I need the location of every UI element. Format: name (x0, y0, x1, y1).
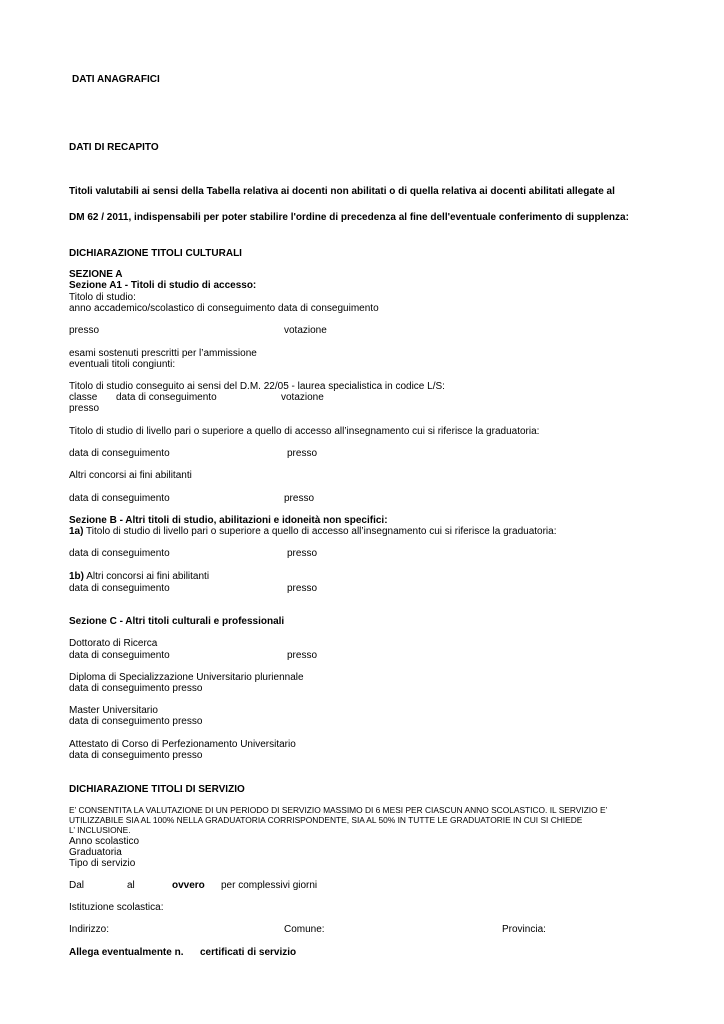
titoli-intro-line2: DM 62 / 2011, indispensabili per poter stabilire l'ordine di precedenza al fine dell'eventuale conferimento di supplenza: (69, 212, 629, 223)
data-conseguimento-label: data di conseguimento (69, 493, 170, 504)
data-presso-label: data di conseguimento presso (69, 750, 203, 761)
eventuali-titoli-label: eventuali titoli congiunti: (69, 359, 176, 370)
presso-label: presso (287, 548, 318, 559)
data-conseguimento-label: data di conseguimento (69, 448, 170, 459)
titoli-intro-line1: Titoli valutabili ai sensi della Tabella relativa ai docenti non abilitati o di quella relativa ai docenti abilitati allegate al (69, 186, 615, 197)
tipo-servizio-label: Tipo di servizio (69, 858, 136, 869)
servizio-heading: DICHIARAZIONE TITOLI DI SERVIZIO (69, 784, 245, 795)
esami-label: esami sostenuti prescritti per l’ammissione (69, 348, 257, 359)
comune-label: Comune: (284, 924, 325, 935)
presso-label: presso (287, 583, 318, 594)
attestato-label: Attestato di Corso di Perfezionamento Universitario (69, 739, 296, 750)
sezione-a1-heading: Sezione A1 - Titoli di studio di accesso: (69, 280, 257, 291)
graduatoria-label: Graduatoria (69, 847, 122, 858)
dottorato-label: Dottorato di Ricerca (69, 638, 158, 649)
data-presso-label: data di conseguimento presso (69, 683, 203, 694)
item-number: 1a) (69, 526, 84, 537)
data-conseguimento-label: data di conseguimento (69, 583, 170, 594)
sezione-a-heading: SEZIONE A (69, 269, 123, 280)
data-conseguimento-label: data di conseguimento (116, 392, 217, 403)
provincia-label: Provincia: (502, 924, 546, 935)
ovvero-label: ovvero (172, 880, 205, 891)
classe-label: classe (69, 392, 98, 403)
indirizzo-label: Indirizzo: (69, 924, 110, 935)
item-number: 1b) (69, 571, 84, 582)
dati-anagrafici-heading: DATI ANAGRAFICI (72, 74, 160, 85)
presso-label: presso (287, 650, 318, 661)
data-conseguimento-label: data di conseguimento (69, 548, 170, 559)
sezione-c-heading: Sezione C - Altri titoli culturali e professionali (69, 616, 285, 627)
dal-label: Dal (69, 880, 85, 891)
servizio-note-line3: L’ INCLUSIONE. (69, 825, 131, 835)
presso-label: presso (69, 403, 100, 414)
istituzione-label: Istituzione scolastica: (69, 902, 164, 913)
allega-label: Allega eventualmente n. (69, 947, 184, 958)
votazione-label: votazione (284, 325, 327, 336)
sezione-b-heading: Sezione B - Altri titoli di studio, abilitazioni e idoneità non specifici: (69, 515, 388, 526)
item-text: Titolo di studio di livello pari o superiore a quello di accesso all’insegnamento cui si riferisce la graduatoria: (83, 526, 557, 537)
al-label: al (127, 880, 135, 891)
certificati-label: certificati di servizio (200, 947, 297, 958)
data-presso-label: data di conseguimento presso (69, 716, 203, 727)
master-label: Master Universitario (69, 705, 158, 716)
altri-concorsi-label: Altri concorsi ai fini abilitanti (69, 470, 192, 481)
servizio-note-line2: UTILIZZABILE SIA AL 100% NELLA GRADUATORIA CORRISPONDENTE, SIA AL 50% IN TUTTE LE GRADUATORIE IN CUI SI CHIEDE (69, 815, 583, 825)
anno-accademico-label: anno accademico/scolastico di conseguimento data di conseguimento (69, 303, 379, 314)
sezione-b-1b (69, 571, 209, 583)
sezione-b-1a (69, 526, 556, 538)
titolo-livello-label: Titolo di studio di livello pari o superiore a quello di accesso all’insegnamento cui si riferisce la graduatoria: (69, 426, 540, 437)
anno-scolastico-label: Anno scolastico (69, 836, 140, 847)
dati-recapito-heading: DATI DI RECAPITO (69, 142, 159, 153)
servizio-note-line1: E’ CONSENTITA LA VALUTAZIONE DI UN PERIODO DI SERVIZIO MASSIMO DI 6 MESI PER CIASCUN ANNO SCOLASTICO. IL SERVIZIO E’ (69, 805, 608, 815)
complessivi-giorni-label: per complessivi giorni (221, 880, 318, 891)
presso-label: presso (284, 493, 315, 504)
votazione-label: votazione (281, 392, 324, 403)
item-text: Altri concorsi ai fini abilitanti (84, 571, 210, 582)
diploma-label: Diploma di Specializzazione Universitario pluriennale (69, 672, 304, 683)
dm22-label: Titolo di studio conseguito ai sensi del D.M. 22/05 - laurea specialistica in codice L/S: (69, 381, 445, 392)
presso-label: presso (287, 448, 318, 459)
presso-label: presso (69, 325, 100, 336)
titolo-studio-label: Titolo di studio: (69, 292, 136, 303)
culturali-heading: DICHIARAZIONE TITOLI CULTURALI (69, 248, 242, 259)
data-conseguimento-label: data di conseguimento (69, 650, 170, 661)
